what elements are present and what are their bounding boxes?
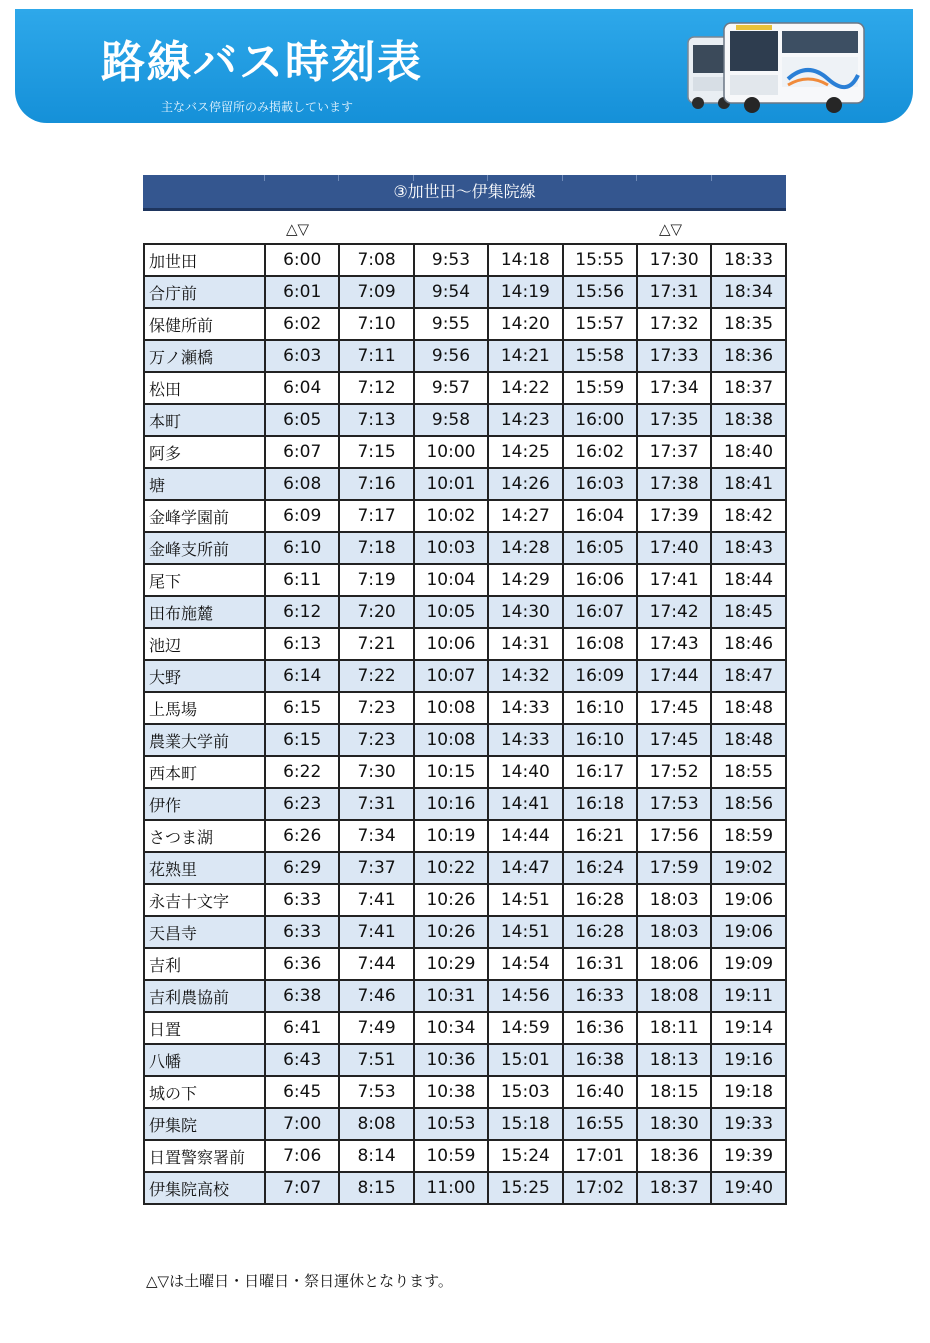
departure-time: 7:06 — [265, 1140, 339, 1172]
departure-time: 14:26 — [488, 468, 562, 500]
table-row — [144, 436, 786, 468]
header-divider — [487, 175, 488, 181]
departure-time: 10:08 — [414, 692, 488, 724]
table-row — [144, 468, 786, 500]
stop-name: 吉利農協前 — [144, 980, 265, 1012]
departure-time: 18:34 — [711, 276, 785, 308]
departure-time: 7:11 — [339, 340, 413, 372]
departure-time: 18:47 — [711, 660, 785, 692]
departure-time: 18:41 — [711, 468, 785, 500]
departure-time: 14:33 — [488, 724, 562, 756]
departure-time: 14:56 — [488, 980, 562, 1012]
departure-time: 16:38 — [563, 1044, 637, 1076]
table-row — [144, 884, 786, 916]
header-divider — [413, 175, 414, 181]
departure-time: 16:40 — [563, 1076, 637, 1108]
departure-time: 6:15 — [265, 692, 339, 724]
table-row — [144, 532, 786, 564]
departure-time: 17:39 — [637, 500, 711, 532]
departure-time: 10:36 — [414, 1044, 488, 1076]
page-title: 路線バス時刻表 — [101, 37, 423, 88]
departure-time: 10:08 — [414, 724, 488, 756]
table-row — [144, 500, 786, 532]
departure-time: 7:13 — [339, 404, 413, 436]
departure-time: 15:03 — [488, 1076, 562, 1108]
departure-time: 16:02 — [563, 436, 637, 468]
departure-time: 14:23 — [488, 404, 562, 436]
departure-time: 14:32 — [488, 660, 562, 692]
departure-time: 6:00 — [265, 244, 339, 276]
departure-time: 7:22 — [339, 660, 413, 692]
stop-name: 日置警察署前 — [144, 1140, 265, 1172]
departure-time: 17:31 — [637, 276, 711, 308]
departure-time: 7:17 — [339, 500, 413, 532]
weekday-only-mark-col1: △▽ — [286, 220, 310, 238]
departure-time: 19:09 — [711, 948, 785, 980]
table-row — [144, 340, 786, 372]
departure-time: 15:56 — [563, 276, 637, 308]
stop-name: 松田 — [144, 372, 265, 404]
footnote: △▽は土曜日・日曜日・祭日運休となります。 — [146, 1272, 453, 1290]
departure-time: 16:08 — [563, 628, 637, 660]
departure-time: 17:35 — [637, 404, 711, 436]
departure-time: 18:08 — [637, 980, 711, 1012]
departure-time: 14:30 — [488, 596, 562, 628]
departure-time: 18:06 — [637, 948, 711, 980]
departure-time: 19:16 — [711, 1044, 785, 1076]
departure-time: 6:07 — [265, 436, 339, 468]
departure-time: 15:18 — [488, 1108, 562, 1140]
departure-time: 15:25 — [488, 1172, 562, 1204]
departure-time: 18:44 — [711, 564, 785, 596]
departure-time: 6:13 — [265, 628, 339, 660]
departure-time: 6:33 — [265, 884, 339, 916]
departure-time: 7:12 — [339, 372, 413, 404]
departure-time: 6:15 — [265, 724, 339, 756]
stop-name: 上馬場 — [144, 692, 265, 724]
stop-name: 農業大学前 — [144, 724, 265, 756]
departure-time: 14:20 — [488, 308, 562, 340]
departure-time: 6:29 — [265, 852, 339, 884]
stop-name: 田布施麓 — [144, 596, 265, 628]
departure-time: 18:11 — [637, 1012, 711, 1044]
departure-time: 7:23 — [339, 724, 413, 756]
departure-time: 17:02 — [563, 1172, 637, 1204]
departure-time: 16:33 — [563, 980, 637, 1012]
departure-time: 17:59 — [637, 852, 711, 884]
table-row — [144, 308, 786, 340]
stop-name: 花熟里 — [144, 852, 265, 884]
departure-time: 9:56 — [414, 340, 488, 372]
departure-time: 6:45 — [265, 1076, 339, 1108]
table-row — [144, 244, 786, 276]
stop-name: 大野 — [144, 660, 265, 692]
departure-time: 19:06 — [711, 916, 785, 948]
departure-time: 18:38 — [711, 404, 785, 436]
departure-time: 10:29 — [414, 948, 488, 980]
departure-time: 18:36 — [711, 340, 785, 372]
stop-name: 本町 — [144, 404, 265, 436]
departure-time: 14:51 — [488, 916, 562, 948]
table-row — [144, 692, 786, 724]
departure-time: 17:45 — [637, 724, 711, 756]
departure-time: 6:14 — [265, 660, 339, 692]
stop-name: 保健所前 — [144, 308, 265, 340]
departure-time: 6:04 — [265, 372, 339, 404]
table-row — [144, 1076, 786, 1108]
departure-time: 14:18 — [488, 244, 562, 276]
departure-time: 7:51 — [339, 1044, 413, 1076]
departure-time: 10:34 — [414, 1012, 488, 1044]
departure-time: 18:13 — [637, 1044, 711, 1076]
departure-time: 17:37 — [637, 436, 711, 468]
departure-time: 19:02 — [711, 852, 785, 884]
departure-time: 6:33 — [265, 916, 339, 948]
departure-time: 17:53 — [637, 788, 711, 820]
stop-name: 天昌寺 — [144, 916, 265, 948]
header-divider — [711, 175, 712, 181]
route-header — [143, 175, 786, 211]
departure-time: 16:18 — [563, 788, 637, 820]
table-row — [144, 980, 786, 1012]
departure-time: 6:38 — [265, 980, 339, 1012]
departure-time: 10:26 — [414, 916, 488, 948]
departure-time: 9:57 — [414, 372, 488, 404]
departure-time: 16:04 — [563, 500, 637, 532]
departure-time: 17:38 — [637, 468, 711, 500]
departure-time: 14:28 — [488, 532, 562, 564]
table-row — [144, 948, 786, 980]
departure-time: 6:05 — [265, 404, 339, 436]
departure-time: 6:01 — [265, 276, 339, 308]
departure-time: 6:03 — [265, 340, 339, 372]
departure-time: 19:18 — [711, 1076, 785, 1108]
departure-time: 7:49 — [339, 1012, 413, 1044]
departure-time: 9:53 — [414, 244, 488, 276]
departure-time: 17:40 — [637, 532, 711, 564]
departure-time: 9:58 — [414, 404, 488, 436]
departure-time: 6:43 — [265, 1044, 339, 1076]
departure-time: 10:22 — [414, 852, 488, 884]
departure-time: 9:54 — [414, 276, 488, 308]
table-row — [144, 1044, 786, 1076]
table-row — [144, 852, 786, 884]
header-banner — [15, 9, 913, 123]
departure-time: 18:37 — [711, 372, 785, 404]
departure-time: 16:28 — [563, 916, 637, 948]
departure-time: 10:38 — [414, 1076, 488, 1108]
departure-time: 7:00 — [265, 1108, 339, 1140]
departure-time: 18:35 — [711, 308, 785, 340]
departure-time: 16:05 — [563, 532, 637, 564]
departure-time: 7:07 — [265, 1172, 339, 1204]
departure-time: 19:39 — [711, 1140, 785, 1172]
departure-time: 17:44 — [637, 660, 711, 692]
departure-time: 18:56 — [711, 788, 785, 820]
departure-time: 19:33 — [711, 1108, 785, 1140]
departure-time: 14:31 — [488, 628, 562, 660]
departure-time: 7:34 — [339, 820, 413, 852]
departure-time: 18:48 — [711, 692, 785, 724]
departure-time: 16:36 — [563, 1012, 637, 1044]
stop-name: 金峰支所前 — [144, 532, 265, 564]
departure-time: 17:43 — [637, 628, 711, 660]
departure-time: 16:21 — [563, 820, 637, 852]
departure-time: 7:41 — [339, 916, 413, 948]
departure-time: 7:21 — [339, 628, 413, 660]
stop-name: 万ノ瀬橋 — [144, 340, 265, 372]
departure-time: 14:40 — [488, 756, 562, 788]
departure-time: 17:56 — [637, 820, 711, 852]
header-divider — [636, 175, 637, 181]
departure-time: 14:44 — [488, 820, 562, 852]
stop-name: 西本町 — [144, 756, 265, 788]
departure-time: 17:33 — [637, 340, 711, 372]
departure-time: 18:42 — [711, 500, 785, 532]
departure-time: 18:37 — [637, 1172, 711, 1204]
departure-time: 17:01 — [563, 1140, 637, 1172]
stop-name: 吉利 — [144, 948, 265, 980]
departure-time: 18:43 — [711, 532, 785, 564]
departure-time: 17:45 — [637, 692, 711, 724]
departure-time: 16:10 — [563, 724, 637, 756]
table-row — [144, 1012, 786, 1044]
departure-time: 6:09 — [265, 500, 339, 532]
departure-time: 6:08 — [265, 468, 339, 500]
header-divider — [264, 175, 265, 181]
stop-name: 八幡 — [144, 1044, 265, 1076]
departure-time: 18:55 — [711, 756, 785, 788]
stop-name: 伊作 — [144, 788, 265, 820]
departure-time: 6:11 — [265, 564, 339, 596]
departure-time: 7:20 — [339, 596, 413, 628]
departure-time: 17:52 — [637, 756, 711, 788]
stop-name: 城の下 — [144, 1076, 265, 1108]
departure-time: 8:15 — [339, 1172, 413, 1204]
departure-time: 16:24 — [563, 852, 637, 884]
table-row — [144, 660, 786, 692]
departure-time: 18:03 — [637, 884, 711, 916]
stop-name: 伊集院 — [144, 1108, 265, 1140]
departure-time: 7:16 — [339, 468, 413, 500]
table-row — [144, 820, 786, 852]
departure-time: 6:12 — [265, 596, 339, 628]
table-row — [144, 564, 786, 596]
departure-time: 10:59 — [414, 1140, 488, 1172]
stop-name: さつま湖 — [144, 820, 265, 852]
departure-time: 17:41 — [637, 564, 711, 596]
departure-time: 18:30 — [637, 1108, 711, 1140]
departure-time: 8:08 — [339, 1108, 413, 1140]
departure-time: 18:45 — [711, 596, 785, 628]
table-row — [144, 372, 786, 404]
departure-time: 15:57 — [563, 308, 637, 340]
departure-time: 14:47 — [488, 852, 562, 884]
departure-time: 7:23 — [339, 692, 413, 724]
departure-time: 18:48 — [711, 724, 785, 756]
departure-time: 18:36 — [637, 1140, 711, 1172]
bus-image — [684, 17, 870, 117]
departure-time: 10:07 — [414, 660, 488, 692]
timetable — [143, 243, 787, 1205]
table-row — [144, 596, 786, 628]
departure-time: 10:00 — [414, 436, 488, 468]
stop-name: 阿多 — [144, 436, 265, 468]
departure-time: 7:31 — [339, 788, 413, 820]
table-row — [144, 724, 786, 756]
table-row — [144, 916, 786, 948]
departure-time: 7:30 — [339, 756, 413, 788]
departure-time: 10:03 — [414, 532, 488, 564]
departure-time: 14:22 — [488, 372, 562, 404]
stop-name: 合庁前 — [144, 276, 265, 308]
departure-time: 6:23 — [265, 788, 339, 820]
departure-time: 14:19 — [488, 276, 562, 308]
departure-time: 14:59 — [488, 1012, 562, 1044]
departure-time: 15:55 — [563, 244, 637, 276]
departure-time: 17:34 — [637, 372, 711, 404]
departure-time: 6:26 — [265, 820, 339, 852]
departure-time: 10:02 — [414, 500, 488, 532]
departure-time: 7:18 — [339, 532, 413, 564]
departure-time: 15:24 — [488, 1140, 562, 1172]
departure-time: 15:58 — [563, 340, 637, 372]
table-row — [144, 788, 786, 820]
departure-time: 14:33 — [488, 692, 562, 724]
departure-time: 14:54 — [488, 948, 562, 980]
departure-time: 18:03 — [637, 916, 711, 948]
weekday-only-mark-col6: △▽ — [659, 220, 683, 238]
departure-time: 19:14 — [711, 1012, 785, 1044]
table-row — [144, 1108, 786, 1140]
departure-time: 9:55 — [414, 308, 488, 340]
departure-time: 16:00 — [563, 404, 637, 436]
stop-name: 尾下 — [144, 564, 265, 596]
table-row — [144, 628, 786, 660]
departure-time: 16:06 — [563, 564, 637, 596]
departure-time: 11:00 — [414, 1172, 488, 1204]
departure-time: 7:08 — [339, 244, 413, 276]
stop-name: 永吉十文字 — [144, 884, 265, 916]
departure-time: 7:41 — [339, 884, 413, 916]
departure-time: 7:15 — [339, 436, 413, 468]
departure-time: 10:53 — [414, 1108, 488, 1140]
departure-time: 7:10 — [339, 308, 413, 340]
departure-time: 10:31 — [414, 980, 488, 1012]
route-name: ③加世田～伊集院線 — [393, 182, 536, 201]
departure-time: 10:05 — [414, 596, 488, 628]
departure-time: 7:53 — [339, 1076, 413, 1108]
departure-time: 19:40 — [711, 1172, 785, 1204]
departure-time: 16:55 — [563, 1108, 637, 1140]
stop-name: 加世田 — [144, 244, 265, 276]
departure-time: 6:22 — [265, 756, 339, 788]
departure-time: 6:10 — [265, 532, 339, 564]
table-row — [144, 756, 786, 788]
table-row — [144, 276, 786, 308]
departure-time: 18:15 — [637, 1076, 711, 1108]
departure-time: 16:03 — [563, 468, 637, 500]
departure-time: 7:09 — [339, 276, 413, 308]
departure-time: 10:26 — [414, 884, 488, 916]
departure-time: 14:51 — [488, 884, 562, 916]
departure-time: 18:40 — [711, 436, 785, 468]
departure-time: 18:33 — [711, 244, 785, 276]
departure-time: 6:41 — [265, 1012, 339, 1044]
departure-time: 14:29 — [488, 564, 562, 596]
departure-time: 7:46 — [339, 980, 413, 1012]
departure-time: 17:30 — [637, 244, 711, 276]
departure-time: 15:01 — [488, 1044, 562, 1076]
table-row — [144, 1172, 786, 1204]
departure-time: 14:27 — [488, 500, 562, 532]
departure-time: 15:59 — [563, 372, 637, 404]
page-subtitle: 主なバス停留所のみ掲載しています — [161, 100, 354, 114]
departure-time: 14:21 — [488, 340, 562, 372]
stop-name: 金峰学園前 — [144, 500, 265, 532]
departure-time: 7:37 — [339, 852, 413, 884]
stop-name: 池辺 — [144, 628, 265, 660]
departure-time: 18:46 — [711, 628, 785, 660]
stop-name: 日置 — [144, 1012, 265, 1044]
table-row — [144, 404, 786, 436]
departure-time: 6:36 — [265, 948, 339, 980]
departure-time: 16:17 — [563, 756, 637, 788]
header-divider — [562, 175, 563, 181]
stop-name: 塘 — [144, 468, 265, 500]
departure-time: 7:19 — [339, 564, 413, 596]
departure-time: 14:41 — [488, 788, 562, 820]
departure-time: 10:19 — [414, 820, 488, 852]
departure-time: 14:25 — [488, 436, 562, 468]
departure-time: 10:04 — [414, 564, 488, 596]
departure-time: 19:06 — [711, 884, 785, 916]
departure-time: 16:10 — [563, 692, 637, 724]
departure-time: 7:44 — [339, 948, 413, 980]
departure-time: 10:16 — [414, 788, 488, 820]
departure-time: 18:59 — [711, 820, 785, 852]
departure-time: 8:14 — [339, 1140, 413, 1172]
departure-time: 16:09 — [563, 660, 637, 692]
departure-time: 16:07 — [563, 596, 637, 628]
departure-time: 17:32 — [637, 308, 711, 340]
departure-time: 6:02 — [265, 308, 339, 340]
departure-time: 10:01 — [414, 468, 488, 500]
departure-time: 16:28 — [563, 884, 637, 916]
stop-name: 伊集院高校 — [144, 1172, 265, 1204]
header-divider — [338, 175, 339, 181]
departure-time: 17:42 — [637, 596, 711, 628]
departure-time: 19:11 — [711, 980, 785, 1012]
departure-time: 16:31 — [563, 948, 637, 980]
departure-time: 10:15 — [414, 756, 488, 788]
table-row — [144, 1140, 786, 1172]
departure-time: 10:06 — [414, 628, 488, 660]
